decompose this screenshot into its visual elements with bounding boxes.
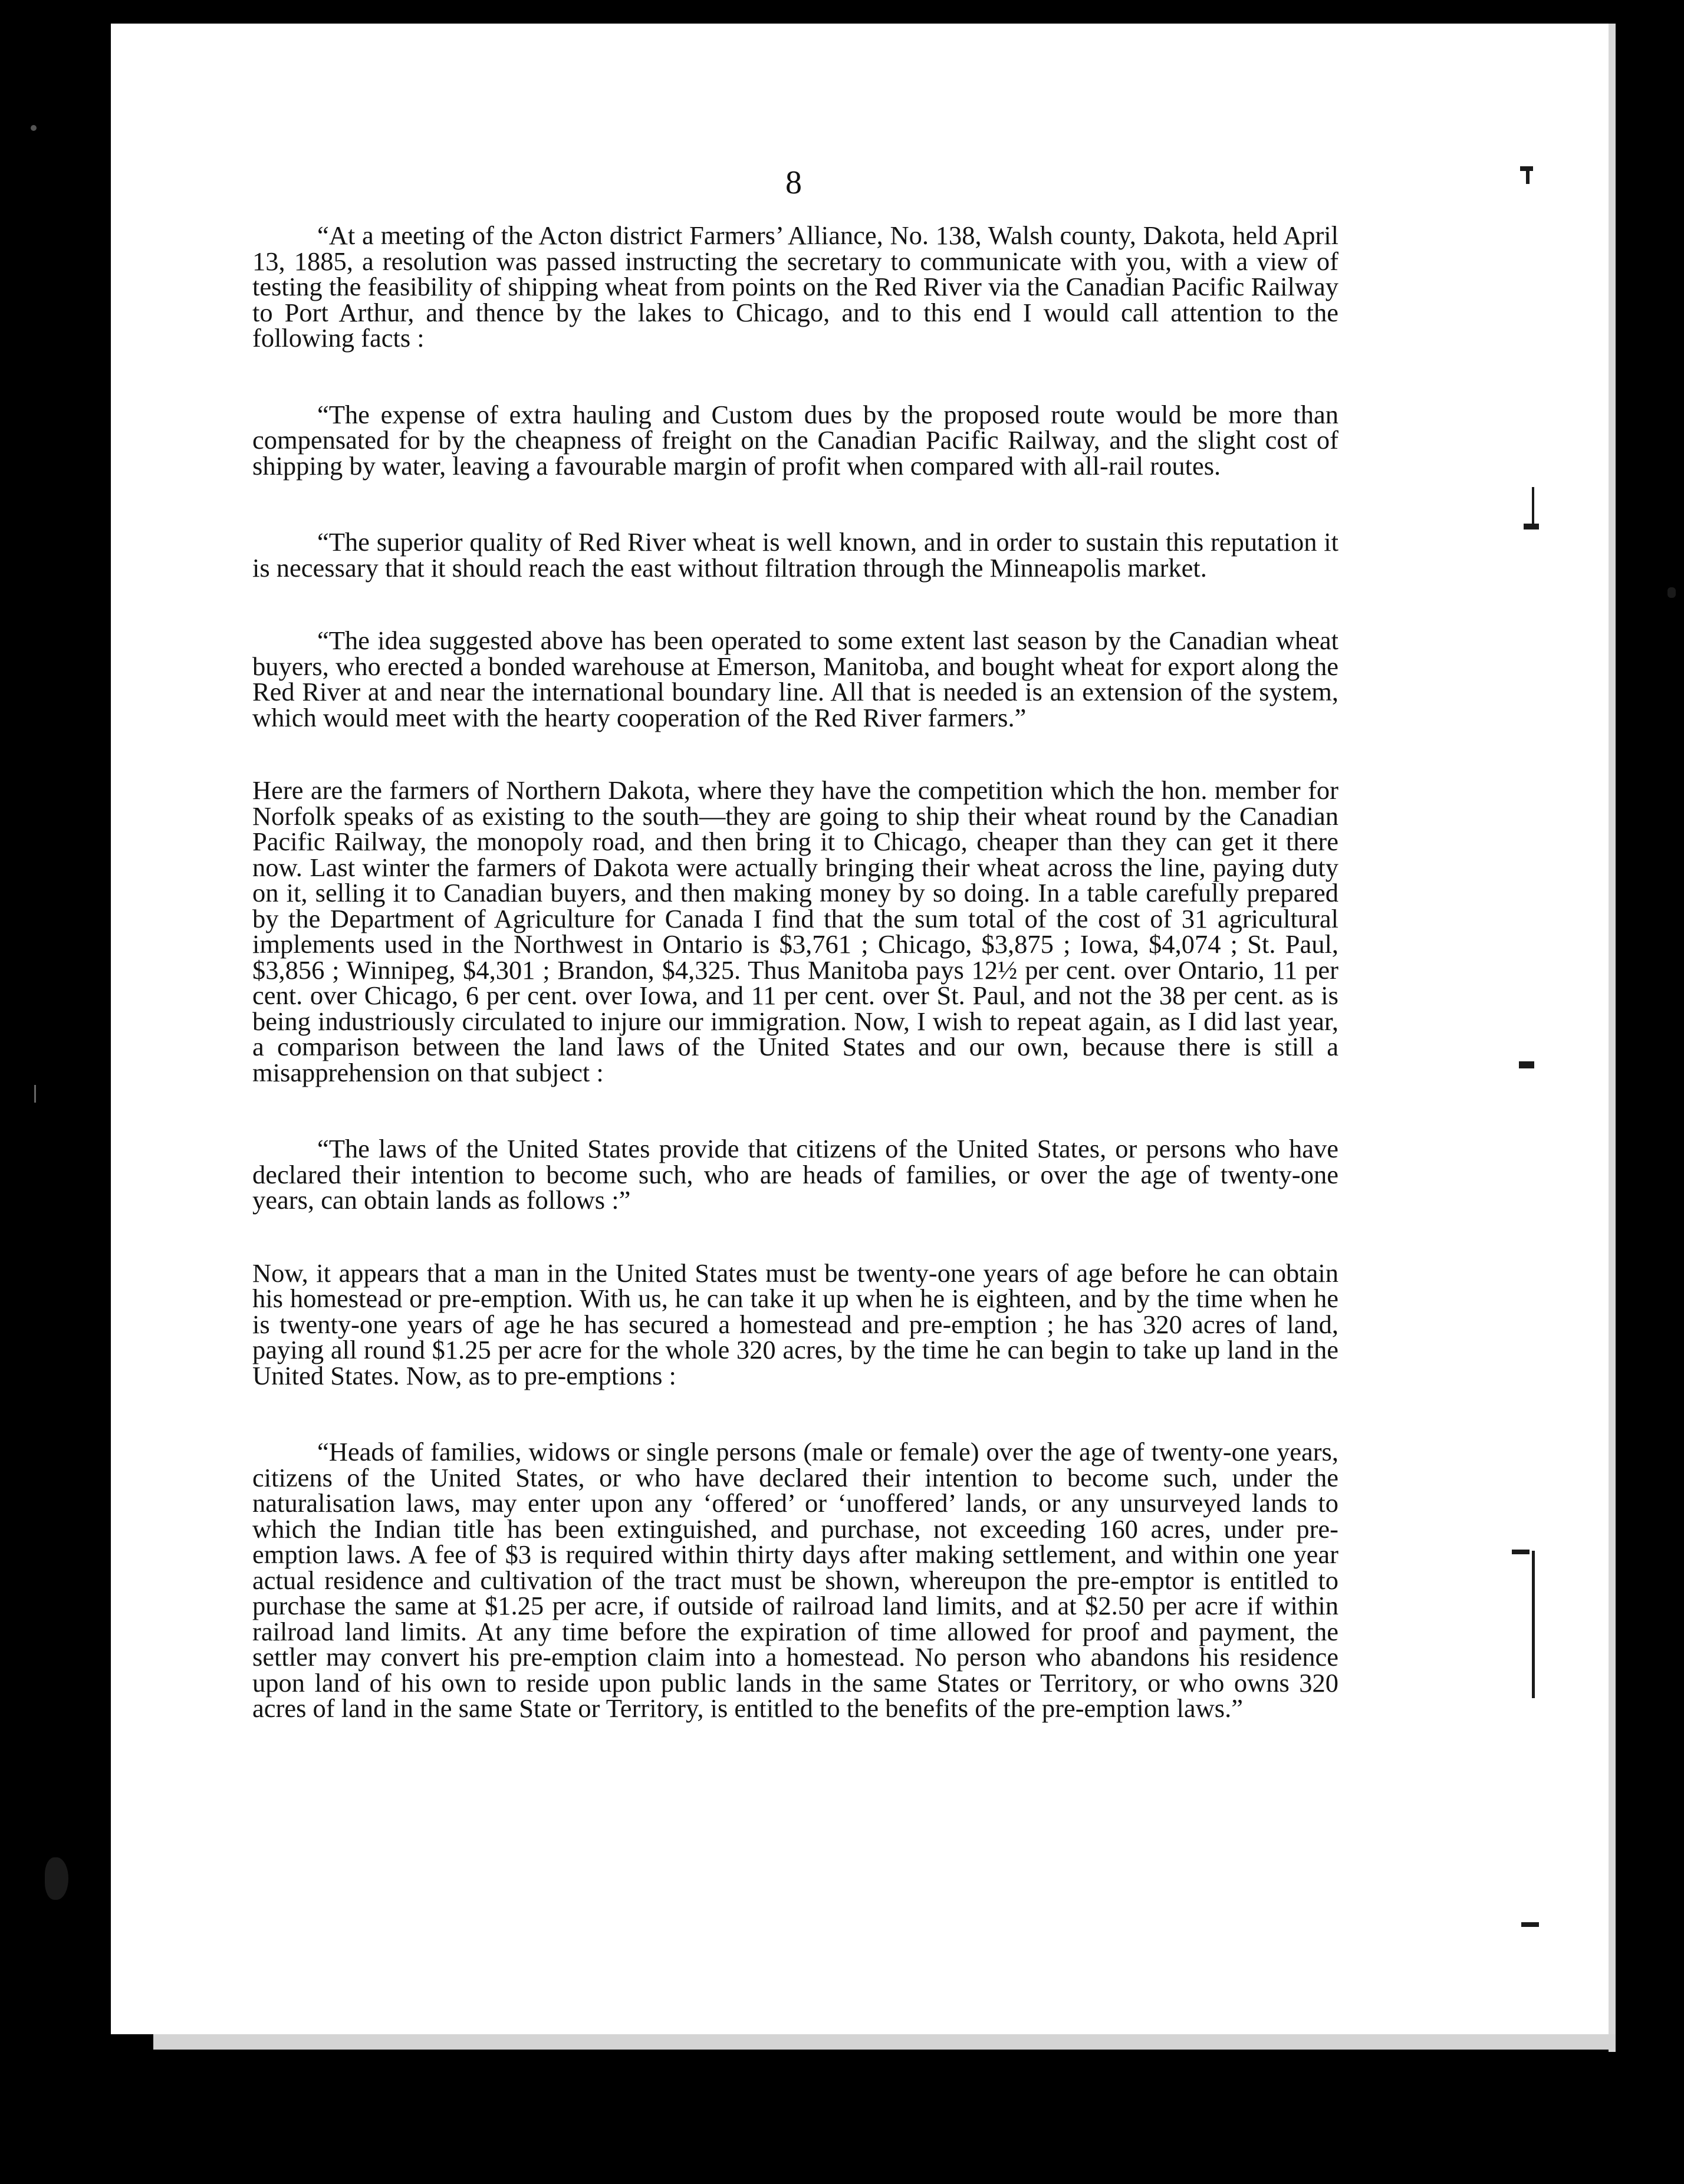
paragraph-superior-quality: “The superior quality of Red River wheat is well known, and in order to sustain this reputation it is necessary that it should reach the east without filtration through the Minneapolis market. bbox=[252, 527, 1338, 583]
scan-mark bbox=[1532, 1551, 1535, 1698]
scan-mark bbox=[1524, 524, 1539, 529]
scan-mark bbox=[1667, 587, 1676, 598]
page-edge-bottom bbox=[153, 2034, 1616, 2050]
scan-mark bbox=[1512, 1550, 1530, 1554]
page-number: 8 bbox=[785, 165, 802, 201]
scan-mark bbox=[1532, 487, 1534, 528]
scan-mark bbox=[1526, 169, 1530, 184]
scan-mark bbox=[31, 125, 37, 131]
paragraph-us-laws: “The laws of the United States provide that citizens of the United States, or persons who have declared their intention to become such, who are heads of families, or over the age of twenty-one years, can obtain lands as follows :” bbox=[252, 1134, 1338, 1215]
paragraph-age-comparison: Now, it appears that a man in the United States must be twenty-one years of age before he can obtain his homestead or pre-emption. With us, he can take it up when he is eighteen, and by the time when he is twenty-one years of age he has secured a homestead and pre-emption ; he has 320 acres of land, paying all round $1.25 per acre for the whole 320 acres, by the time he can begin to take up land in the United States. Now, as to pre-emptions : bbox=[252, 1258, 1338, 1390]
paragraph-pre-emption: “Heads of families, widows or single persons (male or female) over the age of twenty-one years, citizens of the United States, or who have declared their intention to become such, under the naturalisation laws, may enter upon any ‘offered’ or ‘unoffered’ lands, or any unsurveyed lands to which the Indian title has been extinguished, and purchase, not exceeding 160 acres, under pre-emption laws. A fee of $3 is required within thirty days after making settlement, and within one year actual residence and cultivation of the tract must be shown, whereupon the pre-emptor is entitled to purchase the same at $1.25 per acre, if outside of railroad land limits, and at $2.50 per acre if within railroad land limits. At any time before the expiration of time allowed for proof and payment, the settler may convert his pre-emption claim into a homestead. No person who abandons his residence upon land of his own to reside upon public lands in the same States or Territory, or who owns 320 acres of land in the same State or Territory, is entitled to the benefits of the pre-emption laws.” bbox=[252, 1437, 1338, 1723]
paragraph-idea-suggested: “The idea suggested above has been operated to some extent last season by the Canadian wheat buyers, who erected a bonded warehouse at Emerson, Manitoba, and bought wheat for export along the Red River at and near the international boundary line. All that is needed is an extension of the system, which would meet with the hearty cooperation of the Red River farmers.” bbox=[252, 626, 1338, 732]
page-body bbox=[252, 223, 1338, 1722]
paragraph-northern-dakota: Here are the farmers of Northern Dakota, where they have the competition which the hon. member for Norfolk speaks of as existing to the south—they are going to ship their wheat round by the Canadian Pacific Railway, the monopoly road, and then bring it to Chicago, cheaper than they can get it there now. Last winter the farmers of Dakota were actually bringing their wheat across the line, paying duty on it, selling it to Canadian buyers, and then making money by so doing. In a table carefully prepared by the Department of Agriculture for Canada I find that the sum total of the cost of 31 agricultural implements used in the Northwest in Ontario is $3,761 ; Chicago, $3,875 ; Iowa, $4,074 ; St. Paul, $3,856 ; Winnipeg, $4,301 ; Brandon, $4,325. Thus Manitoba pays 12½ per cent. over Ontario, 11 per cent. over Chicago, 6 per cent. over Iowa, and 11 per cent. over St. Paul, and not the 38 per cent. as is being industriously circulated to injure our immigration. Now, I wish to repeat again, as I did last year, a comparison between the land laws of the United States and our own, because there is still a misapprehension on that subject : bbox=[252, 775, 1338, 1087]
scan-mark bbox=[1519, 1061, 1534, 1068]
scan-mark bbox=[1521, 1922, 1539, 1927]
paragraph-expense: “The expense of extra hauling and Custom dues by the proposed route would be more than compensated for by the cheapness of freight on the Canadian Pacific Railway, and the slight cost of shipping by water, leaving a favourable margin of profit when compared with all-rail routes. bbox=[252, 399, 1338, 481]
scan-mark bbox=[45, 1857, 68, 1900]
scan-mark bbox=[34, 1085, 36, 1103]
paragraph-alliance-resolution: “At a meeting of the Acton district Farmers’ Alliance, No. 138, Walsh county, Dakota, held April 13, 1885, a resolution was passed instructing the secretary to communicate with you, with a view of testing the feasibility of shipping wheat from points on the Red River via the Canadian Pacific Railway to Port Arthur, and thence by the lakes to Chicago, and to this end I would call attention to the following facts : bbox=[252, 221, 1338, 353]
page-edge-right bbox=[1609, 24, 1616, 2052]
